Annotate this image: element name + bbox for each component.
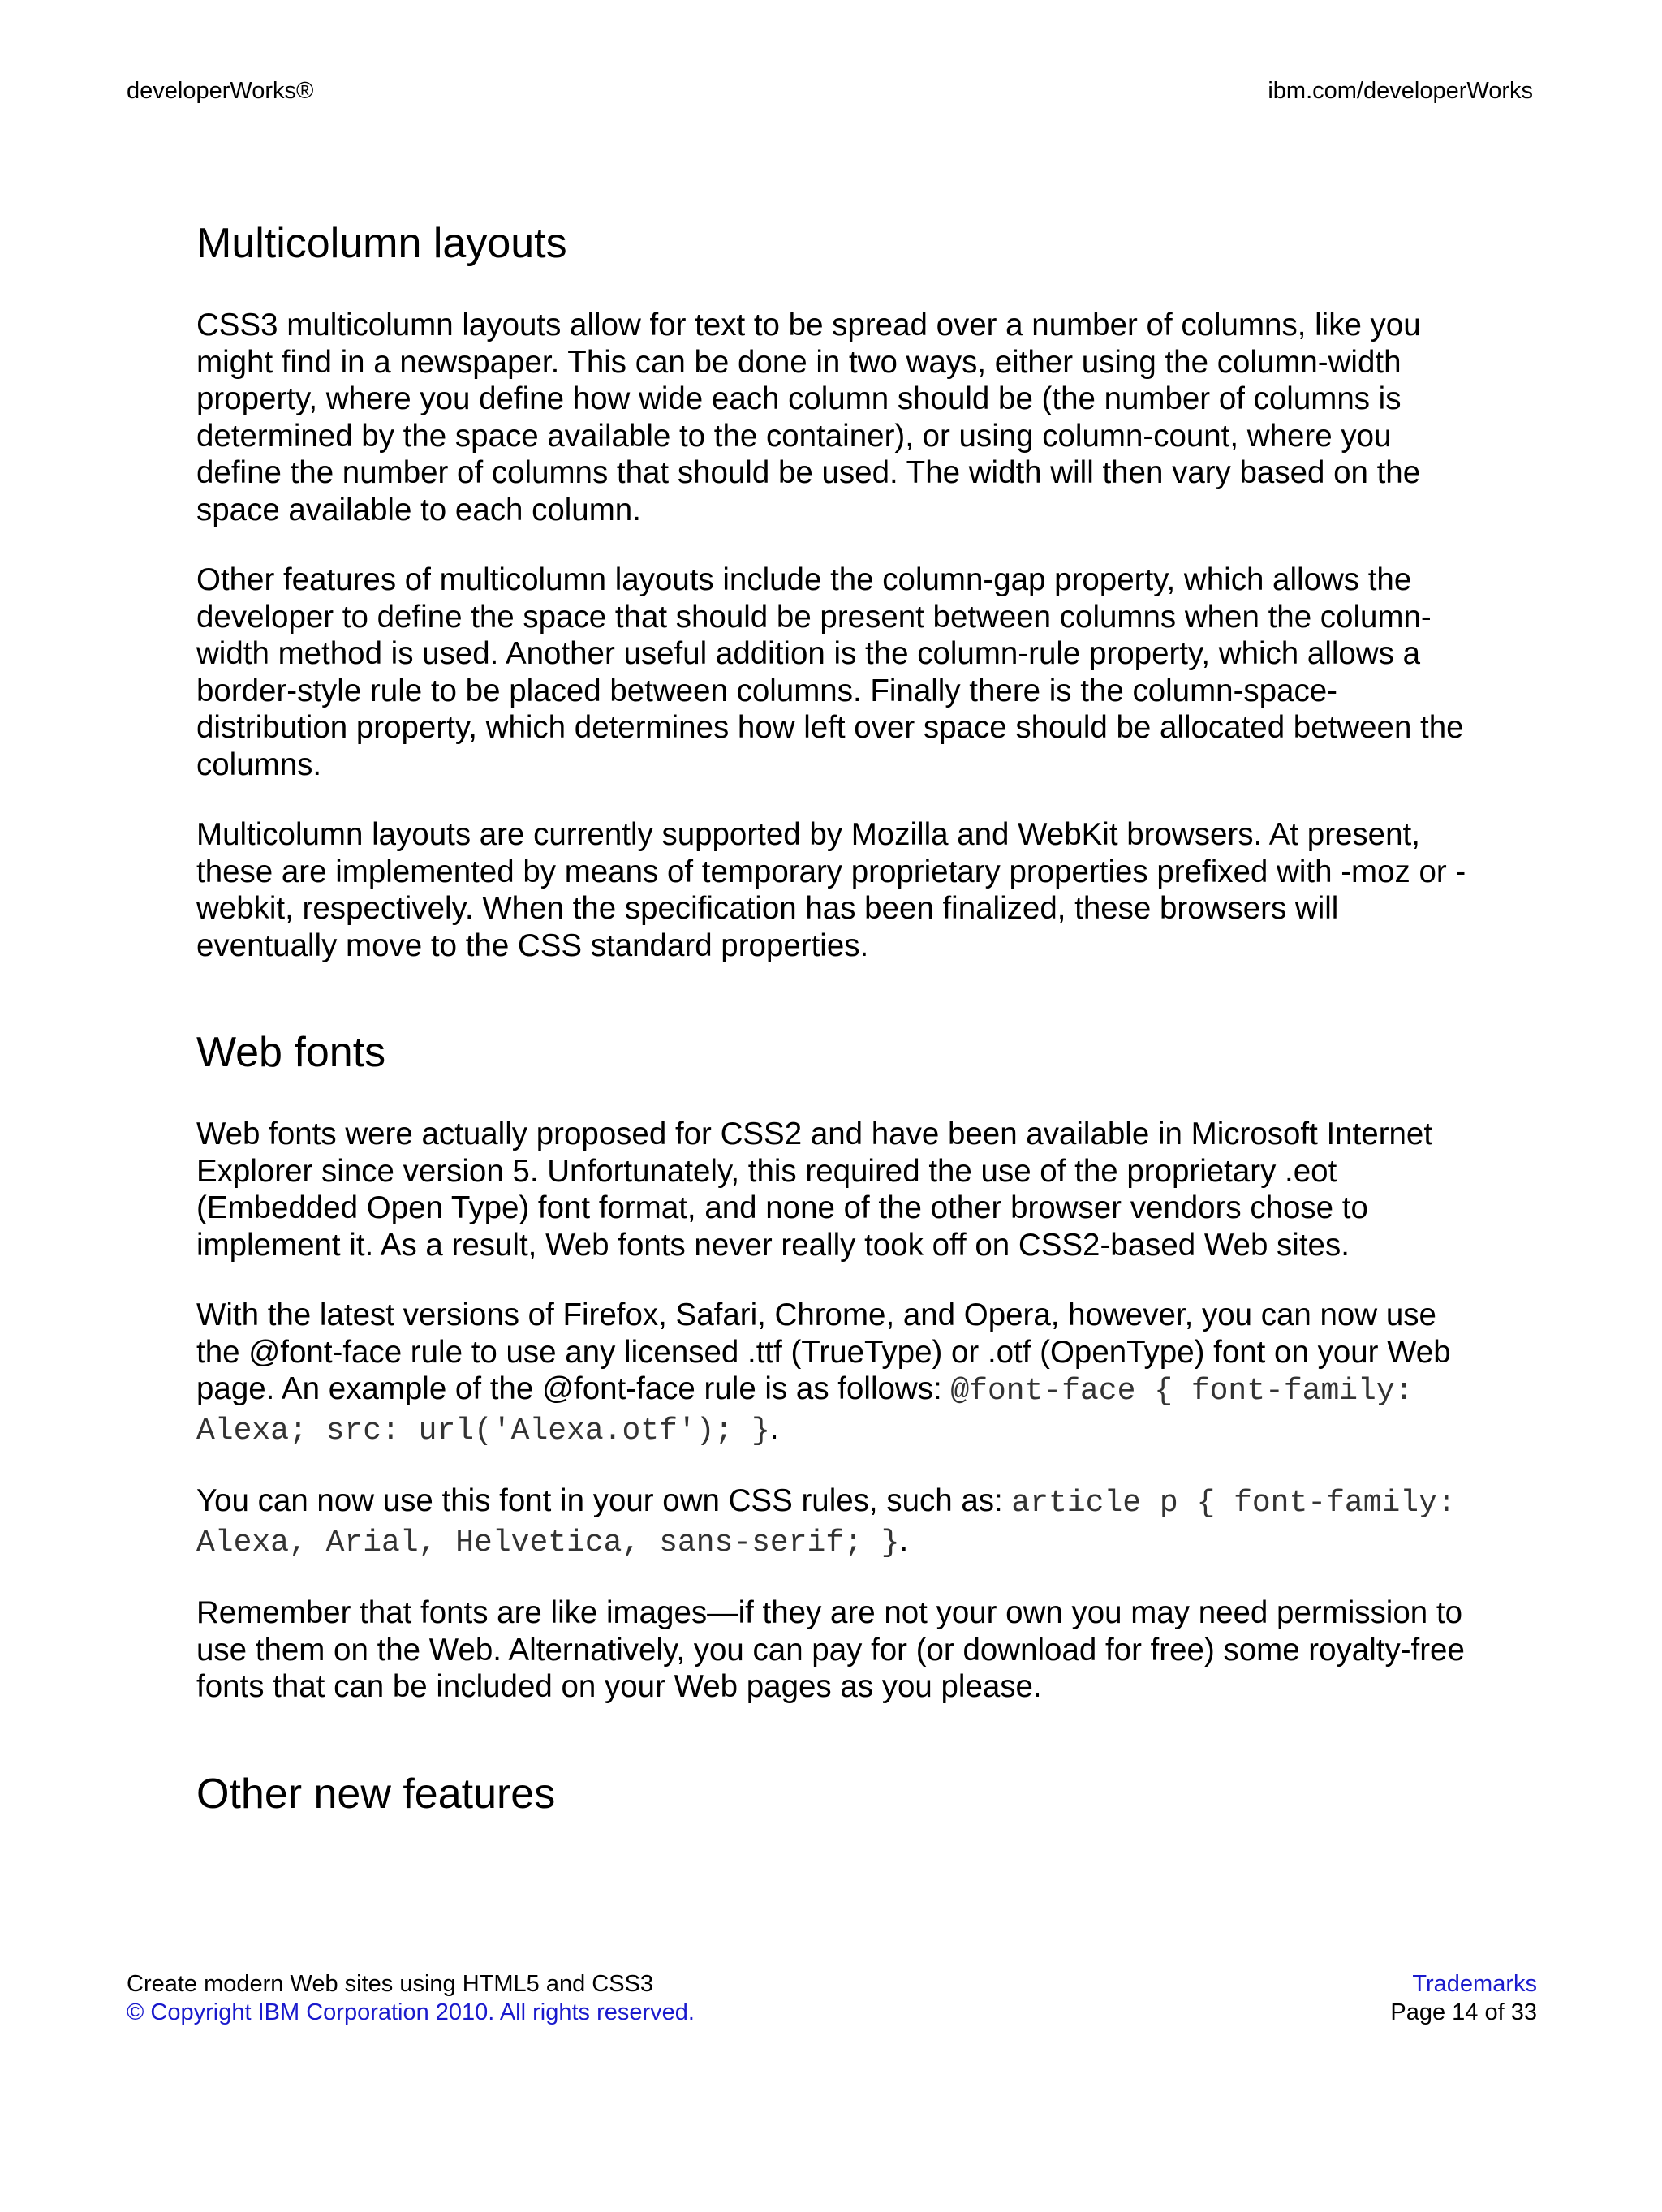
footer-doc-title: Create modern Web sites using HTML5 and CSS3 bbox=[127, 1971, 654, 1997]
paragraph: Web fonts were actually proposed for CSS2 and have been available in Microsoft Internet Explorer since version 5. Unfortunately, this required the use of the proprietary .eot (Embedded Open Type) font format, and none of the other browser vendors chose to implement it. As a result, Web fonts never really took off on CSS2-based Web sites. bbox=[196, 1117, 1433, 1263]
main-content bbox=[196, 217, 1479, 1820]
section-title-multicolumn: Multicolumn layouts bbox=[196, 220, 567, 267]
code-snippet: article p { font-family: Alexa, Arial, Helvetica, sans-serif; } bbox=[196, 1486, 1456, 1560]
page-number: Page 14 of 33 bbox=[1390, 1999, 1537, 2025]
page-footer bbox=[127, 1970, 1537, 2027]
punctuation: . bbox=[899, 1522, 909, 1558]
page-header bbox=[127, 75, 1533, 107]
section-title-web-fonts: Web fonts bbox=[196, 1029, 386, 1076]
paragraph: Multicolumn layouts are currently supported by Mozilla and WebKit browsers. At present, these are implemented by means of temporary proprietary properties prefixed with -moz or -webkit, respectively. When the specification has been finalized, these browsers will eventually move to the CSS standard properties. bbox=[196, 817, 1466, 963]
paragraph-text: You can now use this font in your own CSS rules, such as: bbox=[196, 1483, 1003, 1518]
paragraph-text: With the latest versions of Firefox, Safari, Chrome, and Opera, however, you can now use the @font-face rule to use any licensed .ttf (TrueType) or .otf (OpenType) font on your Web page. An example of the @font-face rule is as follows: bbox=[196, 1298, 1451, 1406]
paragraph-with-code bbox=[196, 1297, 1479, 1449]
trademarks-link[interactable]: Trademarks bbox=[1412, 1971, 1537, 1997]
copyright-link[interactable]: © Copyright IBM Corporation 2010. All rights reserved. bbox=[127, 1999, 695, 2025]
header-brand: developerWorks® bbox=[127, 78, 314, 104]
paragraph-with-code bbox=[196, 1483, 1479, 1561]
code-snippet: @font-face { font-family: Alexa; src: url('Alexa.otf'); } bbox=[196, 1374, 1414, 1448]
punctuation: . bbox=[769, 1410, 779, 1446]
paragraph: Remember that fonts are like images—if they are not your own you may need permission to use them on the Web. Alternatively, you can pay for (or download for free) some royalty-free fonts that can be included on your Web pages as you please. bbox=[196, 1595, 1465, 1704]
paragraph: Other features of multicolumn layouts include the column-gap property, which allows the developer to define the space that should be present between columns when the column-width method is used. Another useful addition is the column-rule property, which allows a border-style rule to be placed between columns. Finally there is the column-space-distribution property, which determines how left over space should be allocated between the columns. bbox=[196, 562, 1464, 782]
paragraph: CSS3 multicolumn layouts allow for text to be spread over a number of columns, like you might find in a newspaper. This can be done in two ways, either using the column-width property, where you define how wide each column should be (the number of columns is determined by the space available to the container), or using column-count, where you define the number of columns that should be used. The width will then vary based on the space available to each column. bbox=[196, 308, 1421, 527]
header-site: ibm.com/developerWorks bbox=[1268, 78, 1533, 104]
section-title-other-features: Other new features bbox=[196, 1770, 556, 1818]
